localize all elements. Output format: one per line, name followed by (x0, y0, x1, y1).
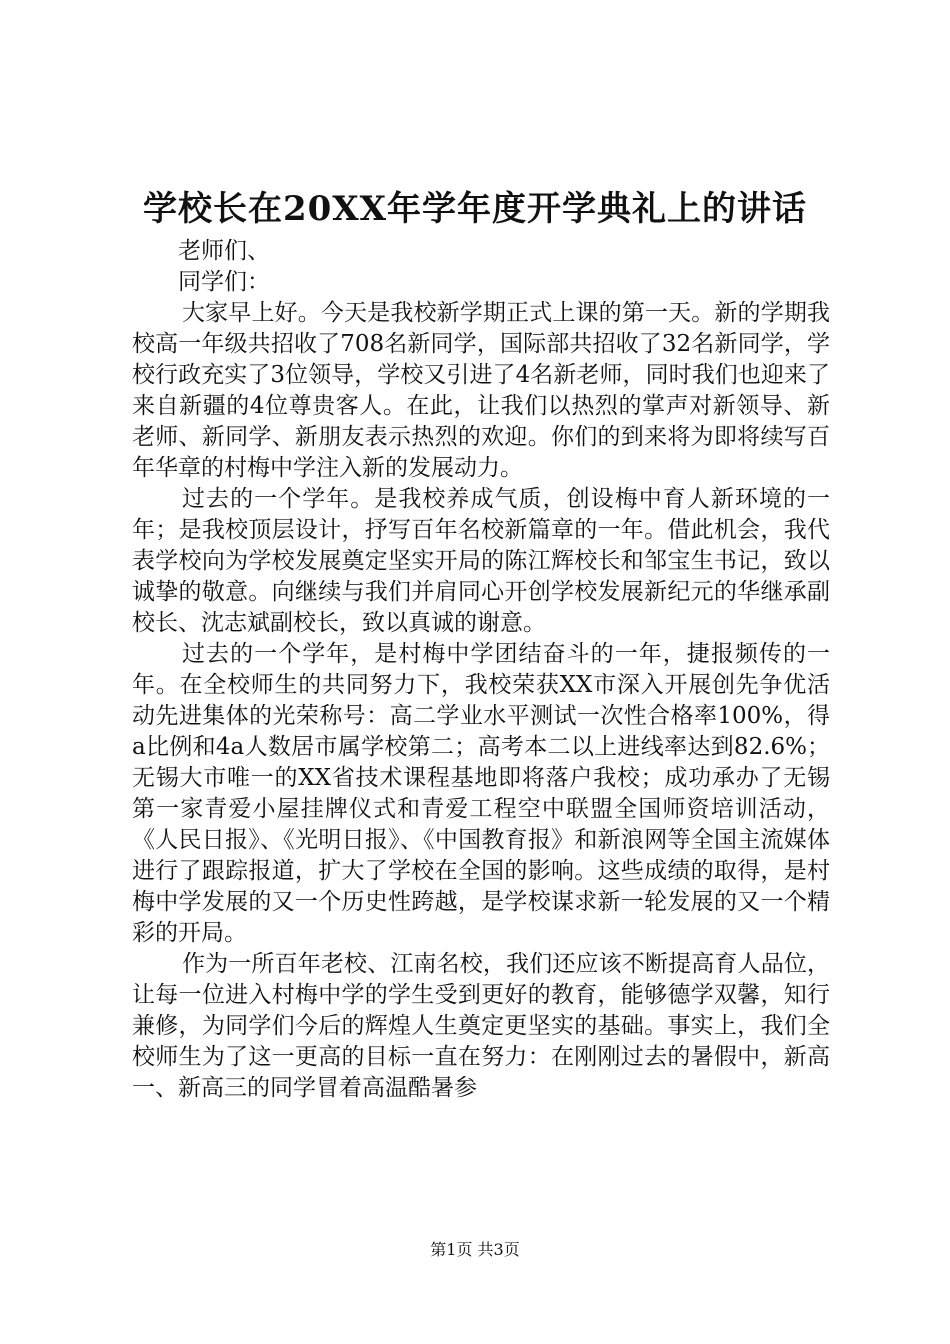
salutation-teachers: 老师们、 (178, 238, 270, 264)
paragraph-welcome: 大家早上好。今天是我校新学期正式上课的第一天。新的学期我校高一年级共招收了708名新同学，国际部共招收了32名新同学，学校行政充实了3位领导，学校又引进了4名新老师，同时我们也迎来了来自新疆的4位尊贵客人。在此，让我们以热烈的掌声对新领导、新老师、新同学、新朋友表示热烈的欢迎。你们的到来将为即将续写百年华章的村梅中学注入新的发展动力。 (132, 300, 830, 481)
document-title: 学校长在20XX年学年度开学典礼上的讲话 (142, 189, 808, 229)
page-footer: 第1页 共3页 (430, 1240, 520, 1259)
document-body (132, 236, 830, 1104)
paragraph-achievements: 过去的一个学年，是村梅中学团结奋斗的一年，捷报频传的一年。在全校师生的共同努力下，我校荣获XX市深入开展创先争优活动先进集体的光荣称号：高二学业水平测试一次性合格率100%，得a比例和4a人数居市属学校第二；高考本二以上进线率达到82.6%；无锡大市唯一的XX省技术课程基地即将落户我校；成功承办了无锡第一家青爱小屋挂牌仪式和青爱工程空中联盟全国师资培训活动，《人民日报》、《光明日报》、《中国教育报》和新浪网等全国主流媒体进行了跟踪报道，扩大了学校在全国的影响。这些成绩的取得，是村梅中学发展的又一个历史性跨越，是学校谋求新一轮发展的又一个精彩的开局。 (132, 641, 830, 946)
paragraph-future-goals: 作为一所百年老校、江南名校，我们还应该不断提高育人品位，让每一位进入村梅中学的学生受到更好的教育，能够德学双馨，知行兼修，为同学们今后的辉煌人生奠定更坚实的基础。事实上，我们全校师生为了这一更高的目标一直在努力：在刚刚过去的暑假中，新高一、新高三的同学冒着高温酷暑参 (132, 951, 830, 1101)
salutation-students: 同学们： (178, 269, 270, 295)
paragraph-past-year-thanks: 过去的一个学年。是我校养成气质，创设梅中育人新环境的一年；是我校顶层设计，抒写百年名校新篇章的一年。借此机会，我代表学校向为学校发展奠定坚实开局的陈江辉校长和邹宝生书记，致以诚挚的敬意。向继续与我们并肩同心开创学校发展新纪元的华继承副校长、沈志斌副校长，致以真诚的谢意。 (132, 486, 830, 636)
